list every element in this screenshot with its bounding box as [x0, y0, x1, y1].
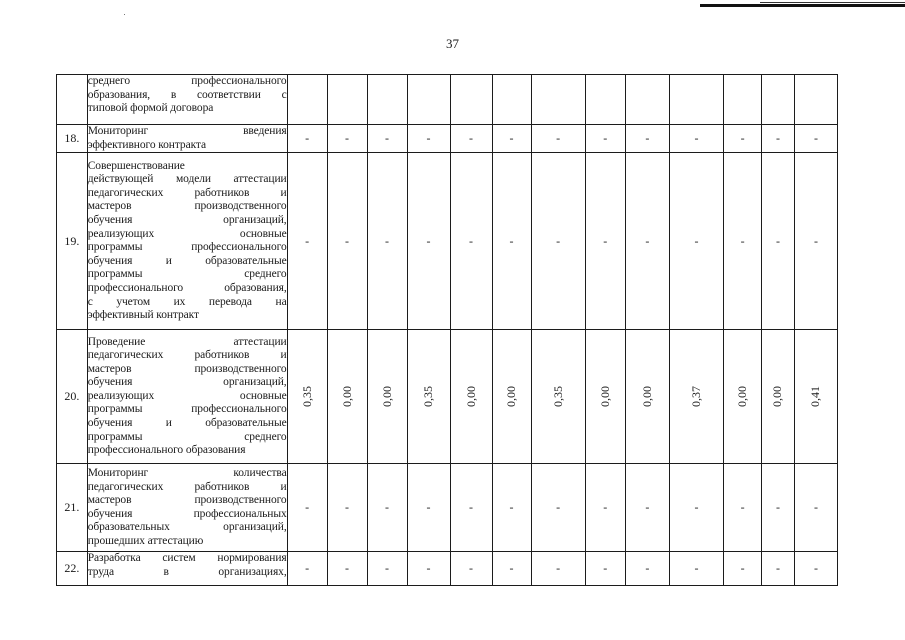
value-cell — [367, 75, 407, 125]
value-cell — [450, 75, 492, 125]
value-text: - — [305, 561, 310, 576]
value-cell — [367, 552, 407, 586]
value-cell — [450, 464, 492, 552]
value-cell — [367, 125, 407, 153]
value-text: - — [469, 500, 474, 515]
value-cell — [625, 464, 669, 552]
value-text: - — [426, 131, 431, 146]
value-text: - — [645, 500, 650, 515]
value-text: 0,00 — [504, 386, 519, 408]
value-text: - — [813, 561, 818, 576]
value-cell — [762, 125, 795, 153]
activity-name-line: прошедших аттестацию — [87, 534, 204, 547]
value-text: - — [645, 233, 650, 248]
value-text: - — [775, 500, 780, 515]
value-cell — [450, 125, 492, 153]
value-cell — [407, 75, 450, 125]
value-cell — [327, 125, 367, 153]
value-cell — [585, 125, 625, 153]
row-number: 21. — [57, 464, 88, 552]
value-cell — [762, 75, 795, 125]
activity-name-line: педагогических работников и — [87, 480, 287, 493]
value-text: 0,00 — [770, 386, 785, 408]
value-cell — [625, 125, 669, 153]
value-text: - — [775, 131, 780, 146]
activity-name-line: программы среднего — [87, 268, 287, 281]
value-text: - — [385, 500, 390, 515]
value-cell — [724, 330, 762, 464]
value-cell — [762, 464, 795, 552]
value-cell — [450, 153, 492, 330]
row-number: 19. — [57, 153, 88, 330]
value-cell — [407, 464, 450, 552]
value-cell — [724, 125, 762, 153]
activity-name-line: обучения профессиональных — [87, 507, 287, 520]
value-cell — [762, 330, 795, 464]
value-text: - — [385, 561, 390, 576]
value-text: - — [509, 500, 514, 515]
value-cell — [669, 464, 723, 552]
value-cell — [625, 75, 669, 125]
row-number: 22. — [57, 552, 88, 586]
row-number — [57, 75, 88, 125]
table-row — [57, 464, 838, 552]
activity-name-line: обучения и образовательные — [87, 417, 287, 430]
value-cell — [762, 552, 795, 586]
value-cell — [327, 330, 367, 464]
value-cell — [287, 153, 327, 330]
value-cell — [367, 464, 407, 552]
value-cell — [492, 464, 531, 552]
activity-name-line: действующей модели аттестации — [87, 173, 287, 186]
value-text: - — [469, 131, 474, 146]
value-text: 0,00 — [639, 386, 654, 408]
row-number: 18. — [57, 125, 88, 153]
value-text: - — [694, 500, 699, 515]
value-cell — [669, 75, 723, 125]
value-cell — [794, 153, 837, 330]
value-text: - — [305, 500, 310, 515]
activity-name — [87, 125, 287, 153]
value-text: - — [694, 131, 699, 146]
value-text: - — [813, 233, 818, 248]
value-cell — [794, 464, 837, 552]
activities-table — [56, 74, 838, 586]
table-row — [57, 153, 838, 330]
activity-name-line: мастеров производственного — [87, 200, 287, 213]
value-text: 0,41 — [808, 386, 823, 408]
value-text: - — [603, 233, 608, 248]
activity-name — [87, 552, 287, 586]
value-text: - — [603, 561, 608, 576]
value-cell — [794, 75, 837, 125]
value-text: - — [694, 561, 699, 576]
value-text: - — [385, 131, 390, 146]
value-cell — [625, 552, 669, 586]
value-text: 0,35 — [421, 386, 436, 408]
scan-speck — [124, 14, 125, 15]
activity-name-line: типовой формой договора — [87, 102, 214, 115]
value-cell — [531, 75, 585, 125]
value-cell — [327, 464, 367, 552]
value-cell — [724, 153, 762, 330]
value-cell — [367, 153, 407, 330]
value-text: - — [509, 131, 514, 146]
value-text: - — [345, 500, 350, 515]
page-number: 37 — [446, 36, 459, 51]
activity-name-line: мастеров производственного — [87, 362, 287, 375]
activity-name-line: с учетом их перевода на — [87, 295, 287, 308]
value-text: - — [645, 131, 650, 146]
value-cell — [492, 330, 531, 464]
value-cell — [724, 552, 762, 586]
value-cell — [669, 330, 723, 464]
value-text: - — [775, 233, 780, 248]
value-text: 0,37 — [689, 386, 703, 408]
value-text: - — [345, 561, 350, 576]
value-cell — [407, 153, 450, 330]
activity-name-line: Проведение аттестации — [87, 335, 287, 348]
value-text: - — [645, 561, 650, 576]
value-cell — [492, 552, 531, 586]
activity-name-line: труда в организациях, — [87, 565, 287, 578]
value-text: - — [740, 131, 745, 146]
value-text: 0,00 — [735, 386, 750, 408]
value-text: - — [813, 131, 818, 146]
value-cell — [287, 464, 327, 552]
activity-name-line: реализующих основные — [87, 227, 287, 240]
activity-name-line: обучения организаций, — [87, 376, 287, 389]
value-cell — [407, 330, 450, 464]
activity-name-line: программы профессионального — [87, 403, 287, 416]
value-cell — [492, 75, 531, 125]
activity-name-line: профессионального образования, — [87, 281, 287, 294]
activity-name — [87, 464, 287, 552]
value-cell — [585, 552, 625, 586]
value-cell — [625, 153, 669, 330]
value-text: - — [556, 131, 561, 146]
activity-name-line: образовательных организаций, — [87, 521, 287, 534]
value-cell — [669, 153, 723, 330]
value-text: - — [469, 233, 474, 248]
value-text: - — [305, 233, 310, 248]
value-text: - — [775, 561, 780, 576]
table-row — [57, 330, 838, 464]
value-cell — [794, 330, 837, 464]
value-cell — [327, 153, 367, 330]
activity-name-line: программы профессионального — [87, 241, 287, 254]
value-cell — [669, 125, 723, 153]
activity-name-line: Совершенствование — [87, 159, 185, 172]
value-text: - — [509, 561, 514, 576]
value-cell — [669, 552, 723, 586]
table-row — [57, 552, 838, 586]
value-text: - — [813, 500, 818, 515]
value-text: - — [556, 233, 561, 248]
activity-name-line: эффективного контракта — [87, 138, 206, 151]
value-cell — [794, 125, 837, 153]
value-cell — [762, 153, 795, 330]
activity-name — [87, 153, 287, 330]
value-cell — [585, 153, 625, 330]
value-text: - — [345, 131, 350, 146]
value-cell — [407, 552, 450, 586]
value-text: 0,00 — [379, 386, 394, 408]
value-cell — [287, 125, 327, 153]
value-text: 0,00 — [339, 386, 354, 408]
activity-name-line: Разработка систем нормирования — [87, 552, 287, 565]
value-cell — [327, 552, 367, 586]
table-body — [57, 75, 838, 586]
value-cell — [724, 75, 762, 125]
value-cell — [531, 125, 585, 153]
activity-name-line: обучения организаций, — [87, 214, 287, 226]
table-row — [57, 125, 838, 153]
activity-name-line: педагогических работников и — [87, 349, 287, 362]
value-cell — [450, 552, 492, 586]
value-text: - — [385, 233, 390, 248]
value-cell — [585, 464, 625, 552]
table-row — [57, 75, 838, 125]
value-text: - — [345, 233, 350, 248]
value-cell — [407, 125, 450, 153]
value-text: - — [426, 233, 431, 248]
value-text: - — [603, 131, 608, 146]
value-cell — [724, 464, 762, 552]
value-cell — [585, 330, 625, 464]
activity-name-line: педагогических работников и — [87, 186, 287, 199]
value-cell — [794, 552, 837, 586]
activity-name-line: реализующих основные — [87, 389, 287, 402]
value-cell — [531, 552, 585, 586]
value-cell — [531, 330, 585, 464]
header-rule — [700, 4, 905, 7]
value-text: - — [556, 500, 561, 515]
activity-name-line: мастеров производственного — [87, 494, 287, 507]
value-cell — [492, 153, 531, 330]
value-text: - — [426, 500, 431, 515]
activity-name-line: Мониторинг введения — [87, 125, 287, 137]
value-text: - — [740, 500, 745, 515]
value-text: - — [509, 233, 514, 248]
header-rule-thin — [760, 2, 905, 3]
value-cell — [367, 330, 407, 464]
value-cell — [450, 330, 492, 464]
activity-name-line: образования, в соответствии с — [87, 88, 287, 101]
value-text: - — [740, 233, 745, 248]
activity-name-line: эффективный контракт — [87, 309, 199, 322]
value-text: 0,00 — [597, 386, 612, 408]
activity-name — [87, 330, 287, 464]
value-text: - — [740, 561, 745, 576]
value-cell — [585, 75, 625, 125]
value-text: - — [556, 561, 561, 576]
value-text: 0,35 — [299, 386, 314, 408]
value-text: - — [305, 131, 310, 146]
value-cell — [492, 125, 531, 153]
value-cell — [625, 330, 669, 464]
activity-name-line: программы среднего — [87, 430, 287, 443]
activity-name — [87, 75, 287, 125]
value-text: - — [469, 561, 474, 576]
value-text: - — [603, 500, 608, 515]
activity-name-line: обучения и образовательные — [87, 254, 287, 267]
value-cell — [531, 464, 585, 552]
value-text: - — [694, 233, 699, 248]
value-cell — [327, 75, 367, 125]
activity-name-line: профессионального образования — [87, 444, 246, 457]
row-number: 20. — [57, 330, 88, 464]
activity-name-line: среднего профессионального — [87, 75, 287, 87]
activity-name-line: Мониторинг количества — [87, 466, 287, 479]
value-text: 0,35 — [550, 386, 565, 408]
value-text: - — [426, 561, 431, 576]
value-cell — [531, 153, 585, 330]
value-cell — [287, 552, 327, 586]
value-cell — [287, 75, 327, 125]
value-text: 0,00 — [463, 386, 478, 408]
value-cell — [287, 330, 327, 464]
